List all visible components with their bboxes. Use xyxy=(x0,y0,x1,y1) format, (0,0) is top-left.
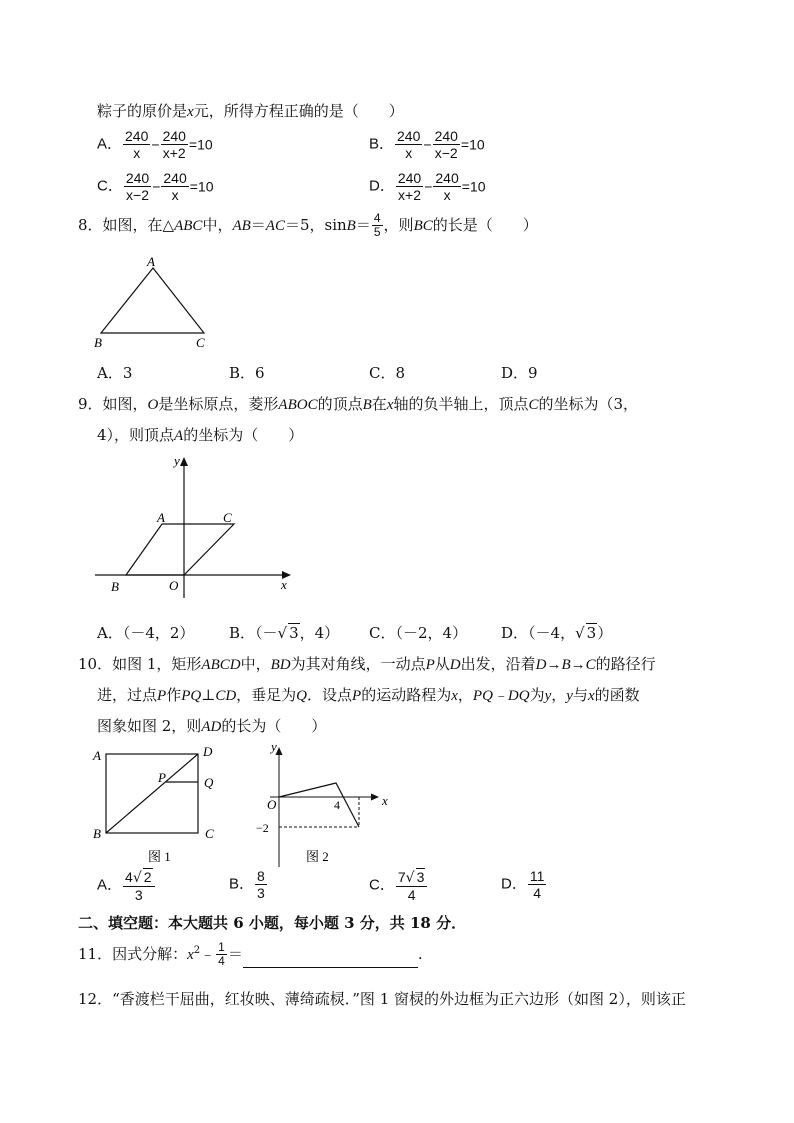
x-axis-label: x xyxy=(281,577,287,592)
q7-stem: 粽子的原价是x元，所得方程正确的是（ ） xyxy=(97,102,404,120)
graph-line xyxy=(279,783,359,827)
vertex-a-label: A xyxy=(93,748,101,763)
q8-option-b: B．6 xyxy=(229,364,265,382)
q9-option-c: C．（－2，4） xyxy=(369,624,468,642)
q12-stem: 12．“香渡栏干屈曲，红妆映、薄绮疏棂．”图 1 窗棂的外边框为正六边形（如图 2），则该正 xyxy=(78,990,686,1008)
vertex-c-label: C xyxy=(196,335,205,350)
vertex-b-label: B xyxy=(93,826,101,841)
q8-stem: 8．如图，在△ABC中，AB＝AC＝5，sinB＝ $\frac{4}{5}$ ，则BC的长是（ ） xyxy=(78,211,538,239)
figure-2-caption: 图 2 xyxy=(306,849,329,864)
q10-stem-line3: 图象如图 2，则AD的长为（ ） xyxy=(97,717,327,735)
q9-stem-line2: 4），则顶点A的坐标为（ ） xyxy=(97,426,304,444)
q11-answer-blank[interactable] xyxy=(243,953,418,968)
tick-label-4: 4 xyxy=(334,798,340,812)
vertex-a-label: A xyxy=(157,510,165,525)
q9-option-d: D．（－4，√ 3） xyxy=(501,624,613,642)
q9-option-b: B．（－√ 3，4） xyxy=(229,624,340,642)
q8-option-d: D．9 xyxy=(501,364,538,382)
q8-option-a: A．3 xyxy=(97,364,133,382)
vertex-a-label: A xyxy=(147,254,155,269)
point-p-label: P xyxy=(158,770,166,785)
vertex-c-label: C xyxy=(205,826,214,841)
diagonal-bd xyxy=(106,754,198,833)
q10-stem-line2: 进，过点P作PQ⊥CD，垂足为Q．设点P的运动路程为x，PQ﹣DQ为y，y与x的函数 xyxy=(97,686,640,704)
vertex-c-label: C xyxy=(223,510,232,525)
q10-figure-1 xyxy=(88,742,228,867)
q10-figure-2 xyxy=(250,735,400,867)
origin-label: O xyxy=(267,797,277,812)
point-q-label: Q xyxy=(204,775,214,790)
y-axis-label: y xyxy=(271,739,277,754)
rhombus-aboc xyxy=(126,524,234,575)
q10-option-a: A． $\frac{4√ 2}{3}$ xyxy=(97,868,156,903)
q7-option-b: B． $\frac{240}{x}$ − $\frac{240}{x-2}$ =10 xyxy=(369,128,485,161)
q10-stem-line1: 10．如图 1，矩形ABCD中，BD为其对角线，一动点P从D出发，沿着D→B→C的路径行 xyxy=(78,655,656,673)
x-axis-arrow-icon xyxy=(371,794,379,801)
q11-stem: 11．因式分解：$x^2﹣$ $\frac{1}{4}$ ＝ . xyxy=(78,940,423,968)
y-axis-label: y xyxy=(174,453,180,468)
q10-option-c: C． $\frac{7√ 3}{4}$ xyxy=(369,868,428,903)
q8-triangle-figure xyxy=(90,252,220,352)
q9-stem-line1: 9．如图，O是坐标原点，菱形ABOC的顶点B在x轴的负半轴上，顶点C的坐标为（3， xyxy=(78,395,639,413)
q7-option-a: A． $\frac{240}{x}$ − $\frac{240}{x+2}$ =10 xyxy=(97,128,213,161)
x-axis-label: x xyxy=(382,793,388,808)
q8-option-c: C．8 xyxy=(369,364,406,382)
q9-option-a: A．（－4，2） xyxy=(97,624,195,642)
y-axis-arrow-icon xyxy=(180,457,188,466)
section-2-heading: 二、填空题：本大题共 6 小题，每小题 3 分，共 18 分． xyxy=(78,914,467,932)
tick-label-neg2: −2 xyxy=(256,821,269,835)
vertex-b-label: B xyxy=(111,579,119,594)
vertex-b-label: B xyxy=(94,335,102,350)
vertex-d-label: D xyxy=(203,744,213,759)
q7-option-c: C． $\frac{240}{x-2}$ − $\frac{240}{x}$ =10 xyxy=(97,170,214,203)
origin-label: O xyxy=(169,578,179,593)
figure-1-caption: 图 1 xyxy=(148,849,171,864)
q10-option-d: D． $\frac{11}{4}$ xyxy=(501,868,545,901)
triangle-abc xyxy=(101,268,204,333)
q7-option-d: D． $\frac{240}{x+2}$ − $\frac{240}{x}$ =10 xyxy=(369,170,486,203)
q9-rhombus-figure xyxy=(90,448,300,598)
q10-option-b: B． $\frac{8}{3}$ xyxy=(229,868,265,901)
